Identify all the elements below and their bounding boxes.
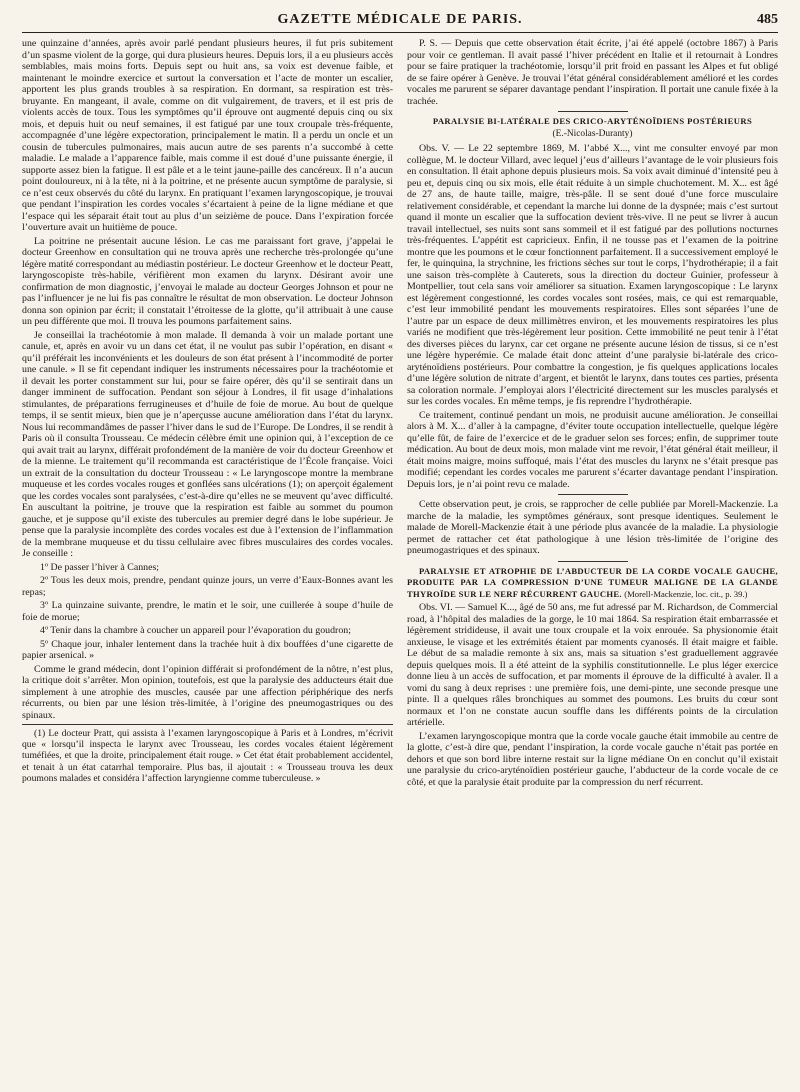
- list-item: 3º La quinzaine suivante, prendre, le matin et le soir, une cuillerée à soupe d’huile de foie de morue;: [22, 600, 393, 623]
- columns: [22, 38, 778, 790]
- right-column: [407, 38, 778, 790]
- footnote-divider: [22, 724, 393, 725]
- section-title-text: PARALYSIE ET ATROPHIE DE L’ABDUCTEUR DE LA CORDE VOCALE GAUCHE, PRODUITE PAR LA COMPRESSION D’UNE TUMEUR MALIGNE DE LA GLANDE THYROÏDE SUR LE NERF RÉCURRENT GAUCHE.: [407, 565, 778, 599]
- journal-title: GAZETTE MÉDICALE DE PARIS.: [277, 12, 523, 27]
- paragraph: Cette observation peut, je crois, se rapprocher de celle publiée par Morell-Mackenzie. La marche de la maladie, les symptômes généraux, sont presque identiques. Seulement le malade de Morell-Mackenzie était à une période plus avancée de la maladie. La physiologie permet de rattacher cet état pathologique à une lésion très-limitée de l’origine des pneumogastriques et des spinaux.: [407, 499, 778, 556]
- section-title: [407, 566, 778, 601]
- paragraph: La poitrine ne présentait aucune lésion. Le cas me paraissant fort grave, j’appelai le docteur Greenhow en consultation qui ne trouva après une recherche très-prolongée qu’une légère matité correspondant au médiastin postérieur. Le docteur Greenhow et le docteur Peatt, laryngoscopiste très-habile, vérifièrent mon examen du larynx. Désirant avoir une confirmation de mon diagnostic, j’envoyai le malade au docteur Georges Johnson et pour ne pas l’influencer je ne lui fis pas connaître le résultat de mon observation. Le docteur Johnson donna son opinion par écrit; il constatait l’étroitesse de la glotte, qu’il attribuait à une cause un peu différente que moi. Il trouva les poumons parfaitement sains.: [22, 235, 393, 327]
- page-header: [22, 6, 778, 33]
- observation-paragraph: Obs. VI. — Samuel K..., âgé de 50 ans, me fut adressé par M. Richardson, de Commercial road, à l’hôpital des maladies de la gorge, le 10 mai 1864. Sa respiration était embarrassée et légèrement stridideuse, il avait une toux croupale et la voix enrouée. Sa physionomie était anxieuse, le visage et les extrémités étaient par moments cyanosés. Il était maigre et faible. Le début de sa maladie remonte à six ans, mais sa situation s’est graduellement aggravée depuis quelques mois. Il a été atteint de la syphilis constitutionnelle. Le plus léger exercice donne lieu à un accès de suffocation, et par moments il éprouve de la difficulté à avaler. Il a vomi du sang à deux reprises : une première fois, une demi-pinte, une seconde presque une pinte. Il a quelques râles bronchiques au sommet des poumons. Les bruits du cœur sont normaux et l’on ne constate aucun souffle dans les différents points de la circulation artérielle.: [407, 602, 778, 728]
- section-reference: (Morell-Mackenzie, loc. cit., p. 39.): [624, 588, 748, 599]
- footnote: [22, 728, 393, 784]
- divider: [558, 111, 628, 112]
- observation-paragraph: Obs. V. — Le 22 septembre 1869, M. l’abbé X..., vint me consulter envoyé par mon collègue, M. le docteur Villard, avec lequel j’eus d’ailleurs l’avantage de le voir plusieurs fois en consultation. Il était aphone depuis plusieurs mois. Sa voix avait diminué d’intensité peu à peu et, depuis cinq ou six mois, elle était réduite à un simple chuchotement. M. X... est âgé de 27 ans, de haute taille, maigre, très-pâle. Il se sent doué d’une force musculaire relativement considérable, et cependant la marche lui donne de la dyspnée; mais c’est surtout quand il monte un escalier que la suffocation devient très-vive. Il ne peut se livrer à aucun travail intellectuel, ses nuits sont sans sommeil et il est fatigué par des pollutions nocturnes très-fréquentes. L’appétit est capricieux. Enfin, il ne tousse pas et l’examen de la poitrine montre que les poumons et le cœur fonctionnent parfaitement. Il a successivement employé le fer, le quinquina, la strychnine, les frictions sèches sur tout le corps, l’hydrothérapie; il a fait une saison très-complète à Cauterets, sous la direction du docteur Guinier, professeur à Montpellier, tout cela sans voir améliorer sa situation. Examen laryngoscopique : Le larynx est légèrement congestionné, les cordes vocales sont rosées, mais, ce qui est remarquable, c’est leur immobilité pendant les mouvements respiratoires. Elles sont séparées l’une de l’autre par un espace de deux millimètres environ, et les mouvements respiratoires les plus variés ne modifient que très-légèrement leur position. Cette immobilité ne peut tenir à l’état des diverses pièces du larynx, car cet organe ne présente aucune lésion de tissus, si ce n’est une légère hyperémie. Ce malade était donc atteint d’une paralysie bi-latérale des crico-aryténoïdiens postérieurs. Pour combattre la congestion, je fis quelques applications locales d’une légère solution de nitrate d’argent, et bientôt le larynx, dans toutes ces parties, présenta sa coloration normale. J’employai alors l’électricité directement sur les muscles paralysés et sur les cordes vocales. En même temps, je fis reprendre l’hydrothérapie.: [407, 143, 778, 407]
- section-author: (E.-Nicolas-Duranty): [552, 128, 633, 139]
- left-column: [22, 38, 393, 790]
- list-item: 2º Tous les deux mois, prendre, pendant quinze jours, un verre d’Eaux-Bonnes avant les repas;: [22, 575, 393, 598]
- list-item: 1º De passer l’hiver à Cannes;: [40, 561, 160, 573]
- paragraph: Ce traitement, continué pendant un mois, ne produisit aucune amélioration. Je conseillai alors à M. X... d’aller à la campagne, d’éviter toute occupation intellectuelle, quelque légère qu’elle fût, de faire de l’exercice et de le graduer selon ses forces; enfin, de supprimer toute médication. Au bout de deux mois, mon malade vint me revoir, l’état général était meilleur, il était moins maigre, moins suffoqué, mais l’état des muscles du larynx ne s’était presque pas modifié; cependant les cordes vocales me parurent s’écarter davantage pendant l’inspiration. Depuis lors, je n’ai point revu ce malade.: [407, 409, 778, 490]
- paragraph: une quinzaine d’années, après avoir parlé pendant plusieurs heures, il fut pris subitement d’un spasme violent de la gorge, qui dura plusieurs heures. Depuis lors, il a eu plusieurs accès semblables, mais moins forts. Depuis sept ou huit ans, sa voix est devenue faible, et maintenant le moindre exercice et surtout la conversation et l’acte de monter un escalier, apportent les plus grands troubles à sa respiration. En dormant, sa respiration est très-bruyante. En mangeant, il avale, comme on dit vulgairement, de travers, et il est pris de violents accès de toux. Tous les symptômes qu’il éprouve ont augmenté depuis cinq ou six mois, et depuis huit ou neuf semaines, il est fatigué par une toux croupale très-fréquente, accompagnée d’une légère expectoration, principalement le matin. Il a perdu un oncle et un cousin de tubercules pulmonaires, mais aucun autre de ses parents n’a succombé à cette maladie. Le malade a l’apparence faible, mais comme il est doué d’une puissante énergie, il supporte assez bien la fatigue. Il est pâle et a le teint jaune-paille des cancéreux. Il n’a aucun point douloureux, ni à la tête, ni à la poitrine, et ne présente aucun symptôme de paralysie, si ce n’est ceux observés du côté du larynx. En pratiquant l’examen laryngoscopique, je trouvai que pendant l’inspiration les cordes vocales s’écartaient à peine de la ligne médiane et que l’espace qui les séparait était tout au plus d’un seizième de pouce. Dans l’expiration forcée l’ouverture avait un huitième de pouce.: [22, 38, 393, 233]
- section-title: PARALYSIE BI-LATÉRALE DES CRICO-ARYTÉNOÏDIENS POSTÉRIEURS: [432, 116, 753, 126]
- divider: [558, 561, 628, 562]
- footnote-text: (1) Le docteur Pratt, qui assista à l’examen laryngoscopique à Paris et à Londres, m’écrivit que « lorsqu’il inspecta le larynx avec Trousseau, les cordes vocales étaient légèrement tuméfiées, et que la droite, principalement était rouge. » Cet état était probablement accidentel, et tenait à un état catarrhal temporaire. Plus bas, il ajoutait : « Trousseau trouva les deux poumons malades et considéra l’affection laryngienne comme tuberculeuse. »: [22, 728, 393, 784]
- list-item: 4º Tenir dans la chambre à coucher un appareil pour l’évaporation du goudron;: [40, 625, 351, 636]
- postscript: P. S. — Depuis que cette observation était écrite, j’ai été appelé (octobre 1867) à Paris pour voir ce gentleman. Il avait passé l’hiver précédent en Italie et il retournait à Londres pour se faire pratiquer la trachéotomie, lorsqu’il prit froid en passant les Alpes et fut obligé de se faire opérer à Genève. Je trouvai l’état général considérablement amélioré et les cordes vocales me parurent se séparer davantage pendant l’inspiration. Il portait une canule fixée à la trachée.: [407, 38, 778, 107]
- paragraph: Je conseillai la trachéotomie à mon malade. Il demanda à voir un malade portant une canule, et, après en avoir vu un dans cet état, il ne voulut pas subir l’opération, en disant « qu’il préférait les inconvénients et les douleurs de son état présent à l’incommodité de porter une canule. » Il se fit cependant indiquer les instruments nécessaires pour la trachéotomie et il devait les porter constamment sur lui, pour se faire opérer, dès qu’il se sentirait dans un danger imminent de suffocation. Pendant son séjour à Londres, il fit usage d’inhalations stimulantes, de préparations ferrugineuses et d’huile de foie de morue. Au bout de quelque temps, il se sentit mieux, bien que je n’aperçusse aucune amélioration dans l’état du larynx. Nous lui recommandâmes de passer l’hiver dans le sud de l’Europe. De Londres, il se rendit à Paris où il consulta Trousseau. Ce médecin célèbre émit une opinion qui, à l’exception de ce qui avait trait au larynx, différait profondément de la manière de voir du docteur Greenhow et de la mienne. Le traitement qu’il recommanda est caractéristique de l’École française. Voici un extrait de la consultation du docteur Trousseau : « Le laryngoscope montre la membrane muqueuse et les cordes vocales rouges et gonflées sans ulcérations (1); on aperçoit également que les cordes vocales sont paralysées, c’est-à-dire qu’elles ne se meuvent qu’avec difficulté. En auscultant la poitrine, je trouve que la respiration est faible au sommet du poumon gauche, et je suppose qu’il existe des tubercules au premier degré dans le lobe supérieur. Je pense que la paralysie incomplète des cordes vocales est due à l’extension de l’inflammation de la membrane muqueuse et du tissu cellulaire avec fibres musculaires des cordes vocales. Je conseille :: [22, 329, 393, 559]
- paragraph: Comme le grand médecin, dont l’opinion différait si profondément de la nôtre, n’est plus, la critique doit s’arrêter. Mon opinion, toutefois, est que la paralysie des adducteurs était due simplement à une atrophie des muscles, causée par une affection périphérique des nerfs récurrents, ou bien par une lésion très-limitée, à l’origine des pneumogastriques ou des spinaux.: [22, 663, 393, 721]
- divider: [558, 494, 628, 495]
- page-number: 485: [757, 12, 778, 27]
- list-item: 5º Chaque jour, inhaler lentement dans la trachée huit à dix bouffées d’une cigarette de papier arsenical. »: [22, 638, 393, 661]
- paragraph: L’examen laryngoscopique montra que la corde vocale gauche était immobile au centre de la glotte, c’est-à dire que, pendant l’inspiration, la corde vocale gauche n’était pas portée en dehors et que son bord libre interne restait sur la ligne médiane On en conclut qu’il existait une paralysie du crico-aryténoïdien postérieur gauche, l’abducteur de la corde vocale de ce côté, et que la paralysie était produite par la compression du nerf récurrent.: [407, 730, 778, 788]
